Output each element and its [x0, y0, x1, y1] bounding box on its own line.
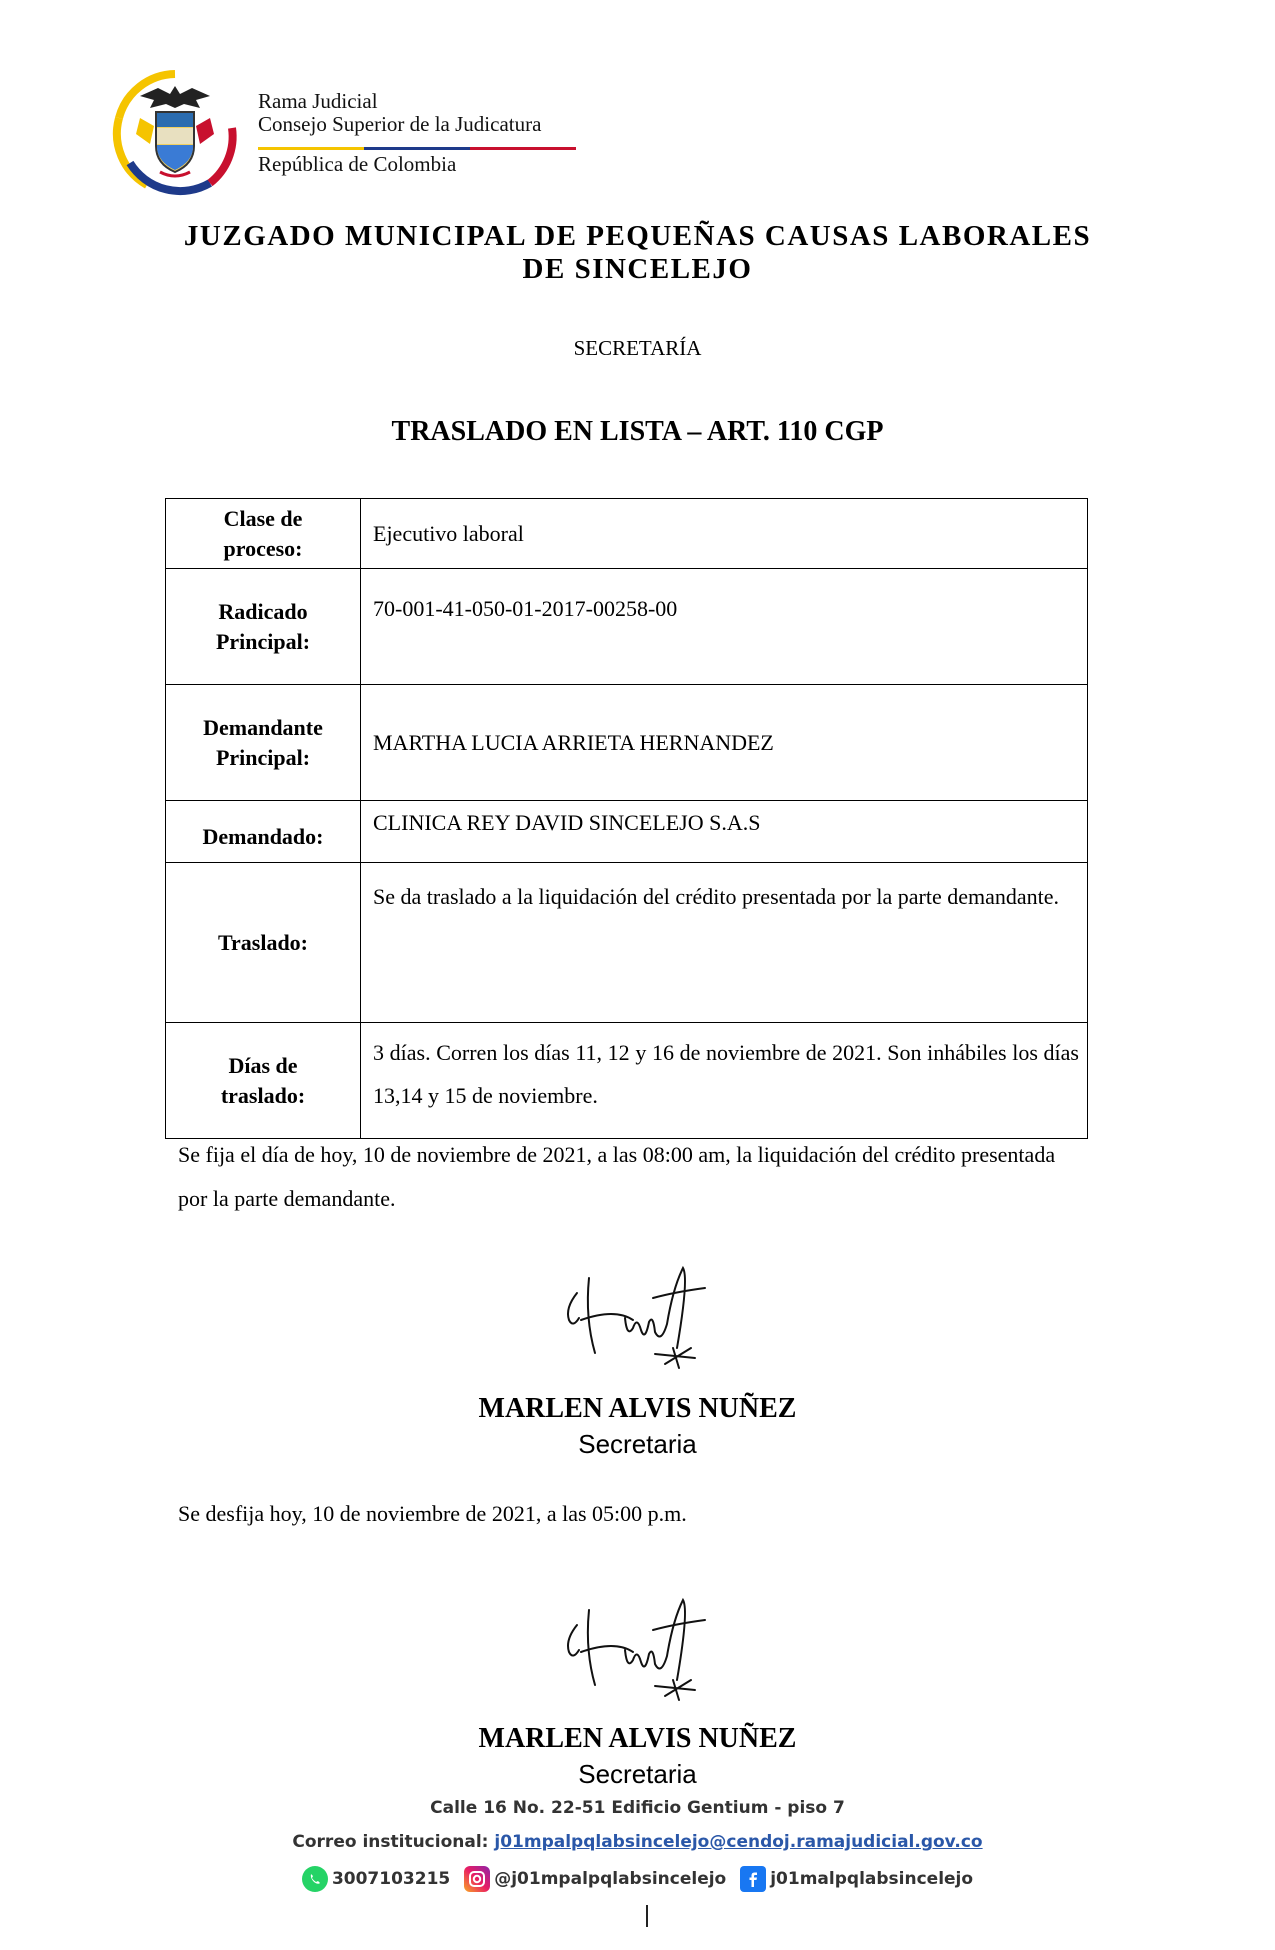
row-label [166, 499, 361, 569]
clase-proceso-value: Ejecutivo laboral [361, 499, 1088, 569]
text-cursor [646, 1905, 648, 1927]
signer-name: MARLEN ALVIS NUÑEZ [478, 1723, 797, 1754]
colombia-coat-of-arms-icon [110, 68, 240, 198]
row-label [166, 801, 361, 863]
row-label [166, 569, 361, 685]
fija-paragraph: Se fija el día de hoy, 10 de noviembre de 2021, a las 08:00 am, la liquidación del crédito presentada por la parte demandante. [178, 1142, 1056, 1211]
label-line: Días de [228, 1052, 298, 1078]
org-name-line1: Rama Judicial [258, 89, 378, 113]
table-row [166, 863, 1088, 1023]
row-label [166, 1023, 361, 1139]
facebook-contact[interactable] [740, 1866, 973, 1892]
email-link[interactable]: j01mpalpqlabsincelejo@cendoj.ramajudicial.gov.co [494, 1832, 983, 1852]
handwritten-signature [555, 1590, 715, 1705]
label-line: Clase de [223, 505, 303, 531]
handwritten-signature [555, 1258, 715, 1373]
table-row [166, 569, 1088, 685]
label-line: Radicado [218, 598, 308, 624]
label-line: Principal: [215, 628, 311, 654]
demandante-value: MARTHA LUCIA ARRIETA HERNANDEZ [361, 685, 1088, 801]
table-row [166, 801, 1088, 863]
facebook-icon [740, 1866, 766, 1892]
org-name-line3: República de Colombia [258, 152, 457, 176]
court-name-line2: DE SINCELEJO [522, 253, 753, 285]
label-line: Demandante [203, 714, 323, 740]
court-name-line1: JUZGADO MUNICIPAL DE PEQUEÑAS CAUSAS LABORALES [183, 220, 1092, 252]
process-info-table [165, 498, 1088, 1139]
instagram-icon [464, 1866, 490, 1892]
document-title: TRASLADO EN LISTA – ART. 110 CGP [391, 416, 884, 447]
signer-name: MARLEN ALVIS NUÑEZ [478, 1393, 797, 1424]
radicado-value: 70-001-41-050-01-2017-00258-00 [361, 569, 1088, 685]
footer-address: Calle 16 No. 22-51 Edificio Gentium - piso 7 [430, 1798, 845, 1818]
demandado-value: CLINICA REY DAVID SINCELEJO S.A.S [361, 801, 1088, 863]
label-line: Principal: [215, 744, 311, 770]
table-row [166, 499, 1088, 569]
section-heading: SECRETARÍA [573, 336, 702, 360]
row-label [166, 685, 361, 801]
dias-traslado-value: 3 días. Corren los días 11, 12 y 16 de noviembre de 2021. Son inhábiles los días 13,14 y 15 de noviembre. [361, 1023, 1088, 1139]
label-line: Demandado: [202, 824, 324, 849]
desfija-paragraph: Se desfija hoy, 10 de noviembre de 2021, a las 05:00 p.m. [178, 1501, 687, 1526]
signer-role: Secretaria [578, 1429, 697, 1459]
label-line: Traslado: [217, 929, 309, 955]
row-label [166, 863, 361, 1023]
label-line: traslado: [220, 1082, 306, 1108]
instagram-handle: @j01mpalpqlabsincelejo [494, 1869, 727, 1889]
label-line: proceso: [223, 535, 303, 561]
facebook-handle: j01malpqlabsincelejo [770, 1869, 974, 1889]
org-name-line2: Consejo Superior de la Judicatura [258, 112, 542, 136]
whatsapp-icon [302, 1866, 328, 1892]
table-row [166, 685, 1088, 801]
table-row [166, 1023, 1088, 1139]
flag-color-rule [258, 147, 576, 150]
email-label: Correo institucional: [292, 1832, 495, 1852]
instagram-contact[interactable] [464, 1866, 726, 1892]
whatsapp-contact[interactable] [302, 1866, 450, 1892]
traslado-value: Se da traslado a la liquidación del crédito presentada por la parte demandante. [361, 863, 1088, 1023]
signer-role: Secretaria [578, 1759, 697, 1789]
footer-social [0, 1866, 1275, 1892]
footer-email-line [0, 1832, 1275, 1852]
phone-number: 3007103215 [331, 1869, 451, 1889]
